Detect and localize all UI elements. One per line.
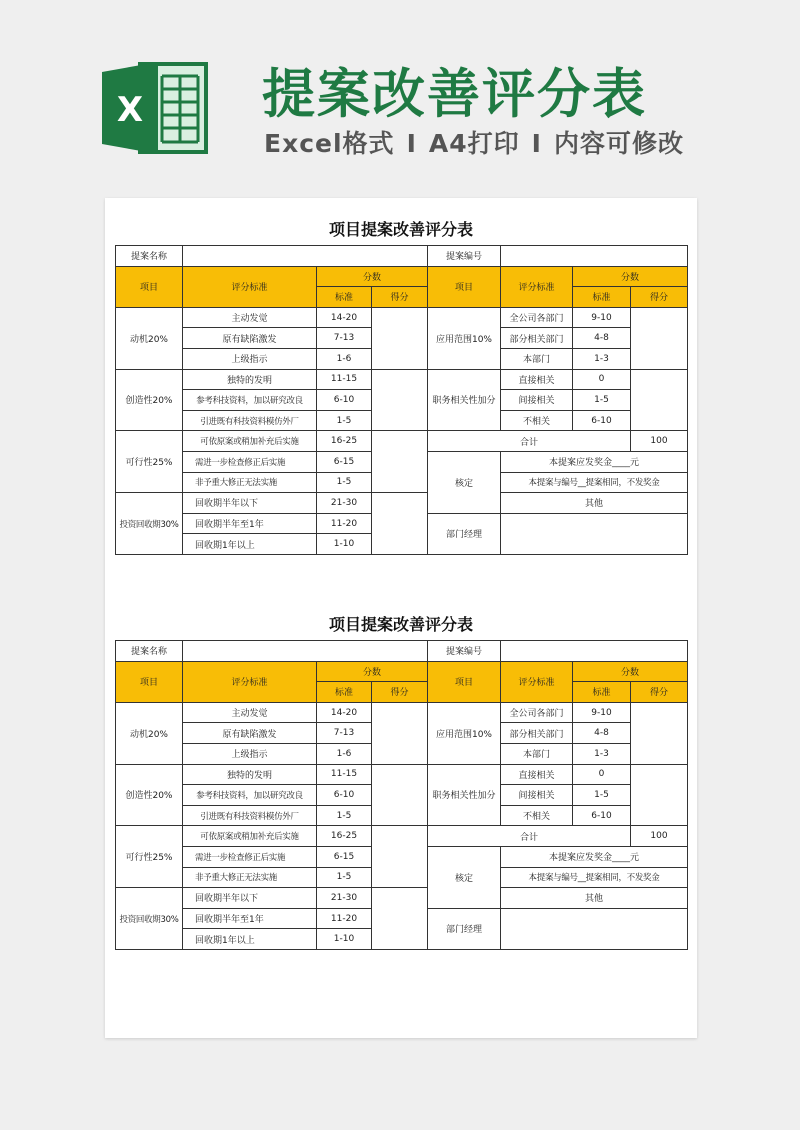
standard-cell: 1-6	[317, 743, 372, 764]
criteria-cell: 独特的发明	[183, 764, 317, 785]
header-score: 分数	[573, 266, 688, 287]
score-table	[115, 640, 688, 950]
score-input[interactable]	[372, 493, 428, 555]
header-item: 项目	[116, 661, 183, 702]
standard-cell: 21-30	[317, 888, 372, 909]
standard-cell: 1-5	[573, 390, 631, 411]
standard-cell: 14-20	[317, 702, 372, 723]
standard-cell: 6-10	[317, 390, 372, 411]
total-value: 100	[631, 431, 688, 452]
standard-cell: 11-20	[317, 513, 372, 534]
criteria-cell: 本部门	[501, 348, 573, 369]
header-got: 得分	[631, 287, 688, 308]
standard-cell: 1-5	[317, 472, 372, 493]
standard-cell: 1-5	[317, 410, 372, 431]
review-option-duplicate[interactable]: 本提案与编号__提案相同，不发奖金	[501, 472, 688, 493]
sheet-title: 项目提案改善评分表	[328, 220, 473, 239]
sheet-title: 项目提案改善评分表	[328, 615, 473, 634]
proposal-name-label: 提案名称	[116, 641, 183, 662]
header-standard: 标准	[573, 682, 631, 703]
group-name: 动机20%	[116, 307, 183, 369]
group-name: 投资回收期30%	[116, 888, 183, 950]
total-label: 合计	[428, 826, 631, 847]
standard-cell: 6-10	[317, 785, 372, 806]
standard-cell: 4-8	[573, 328, 631, 349]
standard-cell: 6-10	[573, 410, 631, 431]
criteria-cell: 间接相关	[501, 390, 573, 411]
standard-cell: 0	[573, 369, 631, 390]
header-criteria: 评分标准	[183, 266, 317, 307]
group-name: 投资回收期30%	[116, 493, 183, 555]
excel-logo-icon	[100, 58, 212, 158]
header-criteria: 评分标准	[501, 661, 573, 702]
header-score: 分数	[573, 661, 688, 682]
document-page	[105, 198, 697, 1038]
manager-signature-field[interactable]	[501, 908, 688, 949]
header-item: 项目	[116, 266, 183, 307]
standard-cell: 14-20	[317, 307, 372, 328]
criteria-cell: 参考科技资料，加以研究改良	[183, 785, 317, 806]
standard-cell: 1-3	[573, 743, 631, 764]
proposal-number-field[interactable]	[501, 641, 688, 662]
standard-cell: 0	[573, 764, 631, 785]
proposal-name-field[interactable]	[183, 246, 428, 267]
criteria-cell: 主动发觉	[183, 702, 317, 723]
standard-cell: 16-25	[317, 826, 372, 847]
criteria-cell: 原有缺陷激发	[183, 328, 317, 349]
standard-cell: 7-13	[317, 723, 372, 744]
header-criteria: 评分标准	[501, 266, 573, 307]
review-label: 核定	[428, 451, 501, 513]
standard-cell: 4-8	[573, 723, 631, 744]
score-input[interactable]	[631, 369, 688, 431]
banner-title: 提案改善评分表	[262, 64, 647, 125]
criteria-cell: 参考科技资料，加以研究改良	[183, 390, 317, 411]
score-input[interactable]	[372, 764, 428, 826]
standard-cell: 16-25	[317, 431, 372, 452]
proposal-number-label: 提案编号	[428, 246, 501, 267]
excel-logo-letter: X	[116, 90, 144, 130]
criteria-cell: 独特的发明	[183, 369, 317, 390]
criteria-cell: 全公司各部门	[501, 702, 573, 723]
criteria-cell: 主动发觉	[183, 307, 317, 328]
criteria-cell: 回收期半年以下	[183, 888, 317, 909]
header-standard: 标准	[317, 287, 372, 308]
review-option-bonus[interactable]: 本提案应发奖金____元	[501, 846, 688, 867]
standard-cell: 11-15	[317, 764, 372, 785]
standard-cell: 9-10	[573, 307, 631, 328]
group-name: 可行性25%	[116, 826, 183, 888]
score-input[interactable]	[631, 307, 688, 369]
standard-cell: 1-5	[317, 867, 372, 888]
manager-label: 部门经理	[428, 513, 501, 554]
standard-cell: 6-15	[317, 846, 372, 867]
group-name: 职务相关性加分	[428, 369, 501, 431]
subtitle-editable: 内容可修改	[553, 129, 684, 158]
proposal-number-label: 提案编号	[428, 641, 501, 662]
group-name: 可行性25%	[116, 431, 183, 493]
criteria-cell: 原有缺陷激发	[183, 723, 317, 744]
criteria-cell: 直接相关	[501, 369, 573, 390]
criteria-cell: 回收期半年至1年	[183, 513, 317, 534]
criteria-cell: 部分相关部门	[501, 723, 573, 744]
standard-cell: 1-3	[573, 348, 631, 369]
manager-label: 部门经理	[428, 908, 501, 949]
header-score: 分数	[317, 266, 428, 287]
standard-cell: 7-13	[317, 328, 372, 349]
review-option-duplicate[interactable]: 本提案与编号__提案相同，不发奖金	[501, 867, 688, 888]
standard-cell: 1-10	[317, 534, 372, 555]
header-item: 项目	[428, 266, 501, 307]
criteria-cell: 部分相关部门	[501, 328, 573, 349]
group-name: 动机20%	[116, 702, 183, 764]
header-criteria: 评分标准	[183, 661, 317, 702]
criteria-cell: 可依原案或稍加补充后实施	[183, 826, 317, 847]
standard-cell: 6-10	[573, 805, 631, 826]
criteria-cell: 回收期1年以上	[183, 929, 317, 950]
score-sheet-2	[115, 610, 687, 950]
criteria-cell: 回收期半年至1年	[183, 908, 317, 929]
header-got: 得分	[372, 682, 428, 703]
review-option-other[interactable]: 其他	[501, 888, 688, 909]
criteria-cell: 引进既有科技资料模仿外厂	[183, 805, 317, 826]
standard-cell: 9-10	[573, 702, 631, 723]
criteria-cell: 不相关	[501, 805, 573, 826]
subtitle-separator: I	[531, 129, 542, 158]
manager-signature-field[interactable]	[501, 513, 688, 554]
standard-cell: 6-15	[317, 451, 372, 472]
subtitle-format: Excel格式	[264, 129, 395, 158]
header-item: 项目	[428, 661, 501, 702]
score-input[interactable]	[372, 369, 428, 431]
score-table	[115, 245, 688, 555]
banner-subtitle	[264, 124, 684, 160]
score-input[interactable]	[631, 702, 688, 764]
group-name: 职务相关性加分	[428, 764, 501, 826]
header-standard: 标准	[573, 287, 631, 308]
criteria-cell: 全公司各部门	[501, 307, 573, 328]
subtitle-print: A4打印	[428, 129, 520, 158]
criteria-cell: 直接相关	[501, 764, 573, 785]
score-input[interactable]	[631, 764, 688, 826]
standard-cell: 11-20	[317, 908, 372, 929]
score-input[interactable]	[372, 431, 428, 493]
criteria-cell: 回收期半年以下	[183, 493, 317, 514]
score-input[interactable]	[372, 888, 428, 950]
criteria-cell: 间接相关	[501, 785, 573, 806]
group-name: 创造性20%	[116, 764, 183, 826]
review-option-bonus[interactable]: 本提案应发奖金____元	[501, 451, 688, 472]
review-label: 核定	[428, 846, 501, 908]
criteria-cell: 回收期1年以上	[183, 534, 317, 555]
score-input[interactable]	[372, 307, 428, 369]
group-name: 创造性20%	[116, 369, 183, 431]
header-got: 得分	[372, 287, 428, 308]
score-input[interactable]	[372, 826, 428, 888]
score-input[interactable]	[372, 702, 428, 764]
proposal-name-label: 提案名称	[116, 246, 183, 267]
criteria-cell: 非予重大修正无法实施	[183, 472, 317, 493]
score-sheet-1	[115, 215, 687, 555]
criteria-cell: 需进一步检查修正后实施	[183, 846, 317, 867]
header-score: 分数	[317, 661, 428, 682]
criteria-cell: 引进既有科技资料模仿外厂	[183, 410, 317, 431]
total-label: 合计	[428, 431, 631, 452]
total-value: 100	[631, 826, 688, 847]
criteria-cell: 可依原案或稍加补充后实施	[183, 431, 317, 452]
proposal-number-field[interactable]	[501, 246, 688, 267]
group-name: 应用范围10%	[428, 307, 501, 369]
standard-cell: 1-6	[317, 348, 372, 369]
review-option-other[interactable]: 其他	[501, 493, 688, 514]
proposal-name-field[interactable]	[183, 641, 428, 662]
criteria-cell: 上级指示	[183, 348, 317, 369]
subtitle-separator: I	[406, 129, 417, 158]
standard-cell: 21-30	[317, 493, 372, 514]
criteria-cell: 需进一步检查修正后实施	[183, 451, 317, 472]
group-name: 应用范围10%	[428, 702, 501, 764]
criteria-cell: 上级指示	[183, 743, 317, 764]
criteria-cell: 不相关	[501, 410, 573, 431]
banner	[0, 0, 800, 190]
standard-cell: 11-15	[317, 369, 372, 390]
standard-cell: 1-5	[573, 785, 631, 806]
header-standard: 标准	[317, 682, 372, 703]
criteria-cell: 本部门	[501, 743, 573, 764]
standard-cell: 1-5	[317, 805, 372, 826]
standard-cell: 1-10	[317, 929, 372, 950]
header-got: 得分	[631, 682, 688, 703]
criteria-cell: 非予重大修正无法实施	[183, 867, 317, 888]
